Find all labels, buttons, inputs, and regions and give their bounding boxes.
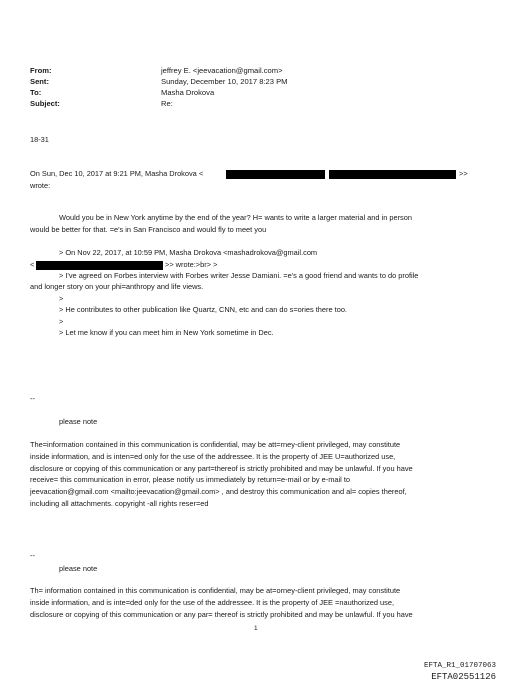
sent-value: Sunday, December 10, 2017 8:23 PM [161, 77, 288, 86]
quoted-line-start: < [30, 260, 35, 269]
signature-dashes: -- [30, 551, 35, 560]
redaction-box [329, 170, 456, 179]
to-value: Masha Drokova [161, 88, 215, 97]
subject-label: Subject: [30, 99, 60, 108]
to-label: To: [30, 88, 42, 97]
sent-label: Sent: [30, 77, 49, 86]
quoted-line: > On Nov 22, 2017, at 10:59 PM, Masha Drokova <mashadrokova@gmail.com [59, 248, 318, 257]
quoted-line: > I've agreed on Forbes interview with Forbes writer Jesse Damiani. =e's a good friend and wants to do profile [59, 271, 419, 280]
notice-line: The=information contained in this communication is confidential, may be att=rney-client privileged, may constitute [30, 440, 401, 449]
email-header [30, 66, 330, 110]
footer-id-secondary: EFTA02551126 [431, 672, 496, 682]
please-note-label: please note [59, 564, 98, 573]
quoted-line: > Let me know if you can meet him in New York sometime in Dec. [59, 328, 274, 337]
message-line: Would you be in New York anytime by the end of the year? H= wants to write a larger material and in person [59, 213, 412, 222]
footer-id-primary: EFTA_R1_01707063 [423, 662, 496, 670]
from-value: jeffrey E. <jeevacation@gmail.com> [161, 66, 283, 75]
quoted-line: > He contributes to other publication like Quartz, CNN, etc and can do s=ories there too. [59, 305, 347, 314]
redaction-box [226, 170, 325, 179]
wrote-text: wrote: [30, 181, 51, 190]
reply-intro-text: On Sun, Dec 10, 2017 at 9:21 PM, Masha Drokova < [30, 169, 204, 178]
redaction-box [36, 261, 163, 270]
notice-line: inside information, and is inten=ed only for the use of the addressee. It is the property of JEE U=authorized use, [30, 452, 396, 461]
reply-intro-end: >> [459, 169, 468, 178]
please-note-label: please note [59, 417, 98, 426]
notice-line: receive= this communication in error, please notify us immediately by return=e-mail or by e-mail to [30, 475, 350, 484]
from-label: From: [30, 66, 52, 75]
quoted-line: and longer story on your phi=anthropy and life views. [30, 282, 204, 291]
notice-line: including all attachments. copyright -all rights reser=ed [30, 499, 209, 508]
document-code: 18-31 [30, 135, 49, 144]
page-number: 1 [254, 625, 258, 632]
signature-dashes: -- [30, 394, 35, 403]
quoted-line: > [59, 294, 64, 303]
notice-line: Th= information contained in this communication is confidential, may be at=orney-client privileged, may constitute [30, 586, 401, 595]
quoted-line: > [59, 317, 64, 326]
notice-line: inside information, and is inte=ded only for the use of the addressee. It is the property of JEE =nauthorized use, [30, 598, 395, 607]
notice-line: jeevacation@gmail.com <mailto:jeevacation@gmail.com> , and destroy this communication and al= copies thereof, [30, 487, 407, 496]
quoted-line-end: >> wrote:>br> > [165, 260, 218, 269]
message-line: would be better for that. =e's in San Francisco and would fly to meet you [30, 225, 267, 234]
notice-line: disclosure or copying of this communication or any part=thereof is strictly prohibited and may be unlawful. If you have [30, 464, 413, 473]
subject-value: Re: [161, 99, 173, 108]
notice-line: disclosure or copying of this communication or any par= thereof is strictly prohibited and may be unlawful. If you have [30, 610, 413, 619]
